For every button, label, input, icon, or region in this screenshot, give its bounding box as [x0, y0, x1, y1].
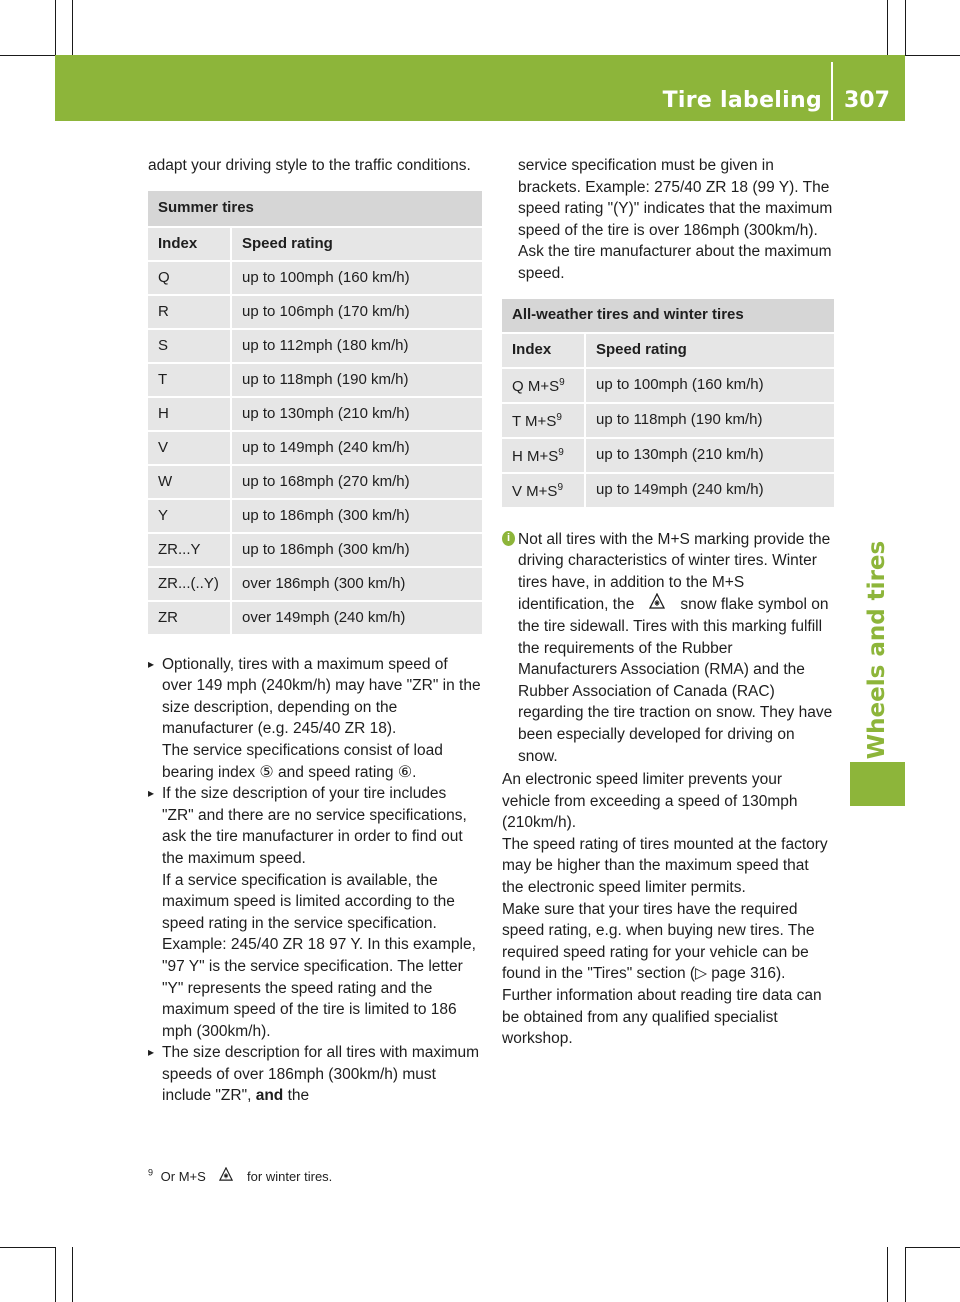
- continued-text: service specification must be given in brackets. Example: 275/40 ZR 18 (99 Y). The speed rating "(Y)" indicates that the maximum speed of the tire is over 186mph (300km/h). Ask the tire manufacturer about the maximum speed.: [518, 157, 833, 282]
- paragraph: The speed rating of tires mounted at the factory may be higher than the maximum speed that the electronic speed limiter permits.: [502, 835, 828, 897]
- speed-cell: up to 106mph (170 km/h): [232, 296, 482, 330]
- footnote-mark: 9: [558, 447, 564, 459]
- bold-text: and: [255, 1087, 284, 1105]
- reference-marker-6: ⑥: [397, 763, 413, 781]
- side-tab-marker: [850, 762, 905, 806]
- table-title: Summer tires: [148, 191, 482, 228]
- index-cell: W: [148, 466, 232, 500]
- crop-mark: [72, 0, 73, 55]
- column-header-index: Index: [502, 334, 586, 369]
- index-cell: [502, 439, 586, 474]
- index-cell: ZR...(..Y): [148, 568, 232, 602]
- snowflake-mountain-icon: [634, 593, 680, 616]
- crop-mark: [905, 55, 960, 56]
- crop-mark: [0, 55, 55, 56]
- index-cell: Q: [148, 262, 232, 296]
- table-row: [148, 364, 482, 398]
- text-run: the: [283, 1087, 310, 1105]
- speed-cell: up to 130mph (210 km/h): [586, 439, 834, 474]
- all-weather-tires-table: [502, 299, 834, 509]
- table-row: [148, 568, 482, 602]
- index-text: V M+S: [512, 483, 558, 501]
- speed-cell: over 186mph (300 km/h): [232, 568, 482, 602]
- footnote-mark: 9: [559, 377, 565, 389]
- info-icon: i: [502, 531, 515, 546]
- index-cell: ZR...Y: [148, 534, 232, 568]
- list-item: [148, 783, 482, 1042]
- bullet-text: ▸ If the size description of your tire includes "ZR" and there are no service specifications, ask the tire manufacturer in order to find out the maximum speed.: [162, 785, 467, 867]
- index-cell: Y: [148, 500, 232, 534]
- speed-cell: over 149mph (240 km/h): [232, 602, 482, 636]
- index-text: T M+S: [512, 413, 557, 431]
- table-row: [502, 474, 834, 509]
- table-row: [148, 432, 482, 466]
- speed-cell: up to 112mph (180 km/h): [232, 330, 482, 364]
- speed-cell: up to 118mph (190 km/h): [232, 364, 482, 398]
- table-row: [148, 296, 482, 330]
- index-text: H M+S: [512, 448, 559, 466]
- text-run: The service specifications consist of load bearing index: [162, 741, 443, 781]
- column-header-speed: Speed rating: [586, 334, 834, 369]
- note-text: snow flake symbol on the tire sidewall. Tires with this marking fulfill the requirements of the Rubber Manufacturers Association (RMA) and the Rubber Association of Canada (RAC) regarding the tire traction on snow. They have been especially developed for driving on snow.: [518, 596, 833, 765]
- speed-cell: up to 149mph (240 km/h): [232, 432, 482, 466]
- paragraph: Further information about reading tire data can be obtained from any qualified specialist workshop.: [502, 987, 822, 1048]
- list-item: [148, 654, 482, 784]
- note-text: Not all tires with the M+S marking provide the driving characteristics of winter tires. Winter tires have, in addition to the M+S identification, the: [518, 530, 831, 614]
- index-cell: [502, 369, 586, 404]
- footnote-number: 9: [148, 1167, 154, 1178]
- crop-mark: [905, 1247, 906, 1302]
- text-run: Make sure that your tires have the required speed rating, e.g. when buying new tires. The required speed rating for your vehicle can be found in the "Tires" section (: [502, 900, 815, 983]
- speed-cell: up to 149mph (240 km/h): [586, 474, 834, 509]
- column-header-index: Index: [148, 228, 232, 262]
- table-row: [148, 262, 482, 296]
- crop-mark: [55, 1247, 56, 1302]
- column-header-speed: Speed rating: [232, 228, 482, 262]
- snowflake-mountain-icon: [209, 1167, 243, 1184]
- table-row: [502, 369, 834, 404]
- side-tab-label: Wheels and tires: [864, 540, 890, 760]
- crop-mark: [887, 0, 888, 55]
- speed-cell: up to 100mph (160 km/h): [232, 262, 482, 296]
- page-title: Tire labeling: [662, 88, 822, 113]
- bullet-text: If a service specification is available, the maximum speed is limited according to the speed rating in the service specification. Example: 245/40 ZR 18 97 Y. In this example, "97 Y" is the service specification. The letter "Y" represents the speed rating and the maximum speed of the tire is limited to 186 mph (300km/h).: [162, 871, 476, 1040]
- bullet-list: [148, 654, 482, 1107]
- footnote-text: Or M+S: [160, 1169, 206, 1184]
- footnote-mark: 9: [557, 482, 563, 494]
- bullet-text: [162, 1042, 482, 1107]
- speed-cell: up to 186mph (300 km/h): [232, 534, 482, 568]
- footnote: [148, 1167, 332, 1184]
- table-row: [148, 602, 482, 636]
- index-cell: V: [148, 432, 232, 466]
- footnote-mark: 9: [556, 412, 562, 424]
- index-cell: [502, 474, 586, 509]
- crop-mark: [905, 1247, 960, 1248]
- speed-cell: up to 130mph (210 km/h): [232, 398, 482, 432]
- table-row: [148, 466, 482, 500]
- table-row: [502, 439, 834, 474]
- text-run: .: [412, 763, 417, 781]
- list-item: [148, 1042, 482, 1107]
- index-cell: R: [148, 296, 232, 330]
- table-row: [148, 534, 482, 568]
- speed-cell: up to 186mph (300 km/h): [232, 500, 482, 534]
- text-run: and speed rating: [273, 763, 398, 781]
- table-row: [148, 398, 482, 432]
- table-row: [502, 404, 834, 439]
- bullet-text: [162, 740, 482, 783]
- table-row: [148, 330, 482, 364]
- crop-mark: [55, 0, 56, 55]
- reference-marker-5: ⑤: [259, 763, 274, 781]
- left-column: [148, 155, 482, 1107]
- summer-tires-table: [148, 191, 482, 636]
- speed-cell: up to 118mph (190 km/h): [586, 404, 834, 439]
- text-run: The size description for all tires with maximum speeds of over 186mph (300km/h) must include "ZR",: [162, 1044, 479, 1105]
- paragraph: An electronic speed limiter prevents your vehicle from exceeding a speed of 130mph (210km/h).: [502, 771, 798, 832]
- paragraph: [502, 899, 834, 985]
- right-column: [502, 155, 834, 1050]
- crop-mark: [0, 1247, 55, 1248]
- index-cell: [502, 404, 586, 439]
- index-cell: S: [148, 330, 232, 364]
- index-cell: T: [148, 364, 232, 398]
- table-title: All-weather tires and winter tires: [502, 299, 834, 334]
- table-row: [148, 500, 482, 534]
- speed-cell: up to 100mph (160 km/h): [586, 369, 834, 404]
- page-number: 307: [844, 88, 890, 113]
- page-reference-arrow-icon: ▷: [695, 965, 707, 983]
- intro-text: adapt your driving style to the traffic conditions.: [148, 157, 471, 174]
- index-cell: H: [148, 398, 232, 432]
- index-text: Q M+S: [512, 378, 560, 396]
- text-run: page 316).: [707, 965, 786, 983]
- info-note: [502, 529, 834, 768]
- footnote-text: for winter tires.: [247, 1169, 333, 1184]
- crop-mark: [887, 1247, 888, 1302]
- bullet-text: ▸ Optionally, tires with a maximum speed of over 149 mph (240km/h) may have "ZR" in the size description, depending on the manufacturer (e.g. 245/40 ZR 18).: [162, 655, 481, 738]
- index-cell: ZR: [148, 602, 232, 636]
- header-divider: [831, 62, 833, 120]
- crop-mark: [905, 0, 906, 55]
- speed-cell: up to 168mph (270 km/h): [232, 466, 482, 500]
- crop-mark: [72, 1247, 73, 1302]
